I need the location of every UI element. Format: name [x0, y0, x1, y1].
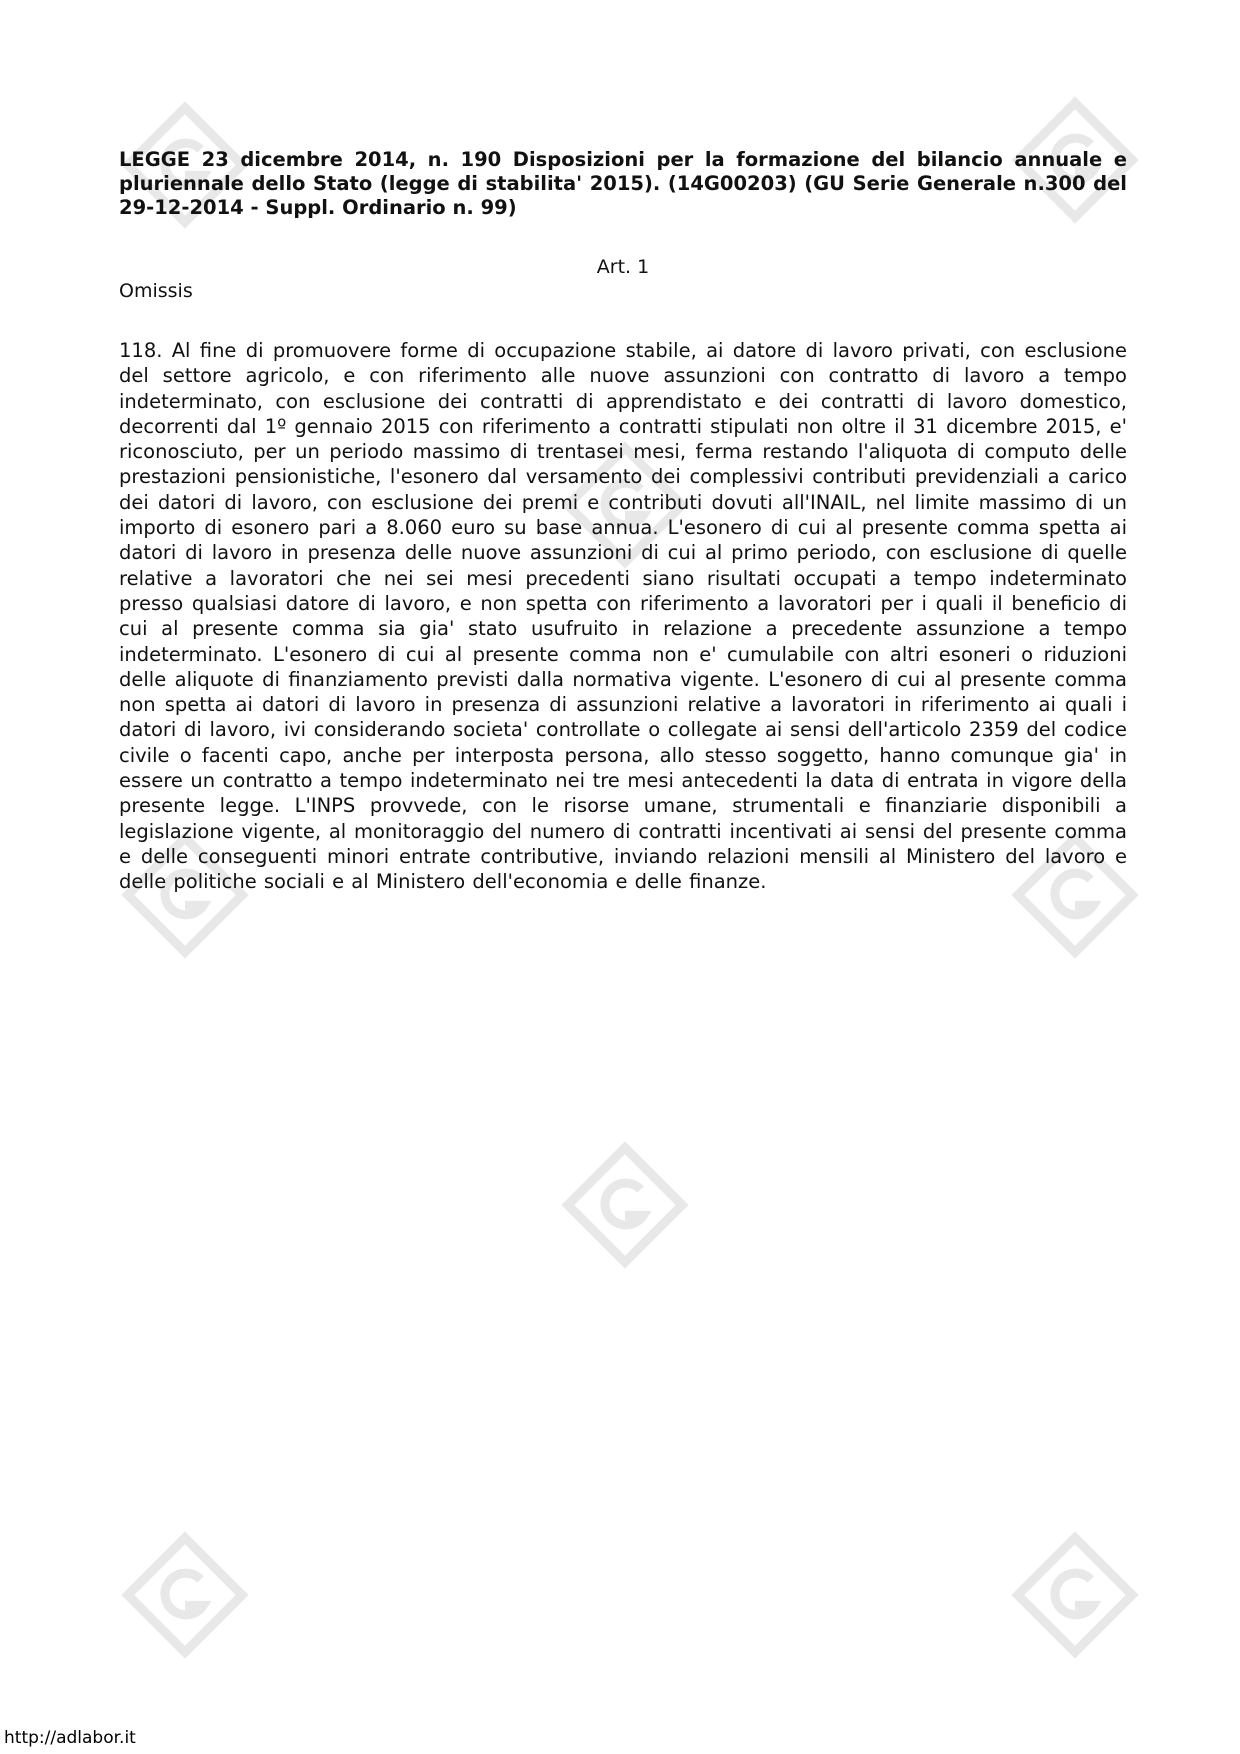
- watermark-logo-icon: [560, 1140, 690, 1270]
- watermark-logo-icon: [1010, 1530, 1140, 1660]
- document-content: [119, 148, 1127, 895]
- footer-url: http://adlabor.it: [4, 1728, 136, 1748]
- watermark-logo-icon: [120, 1530, 250, 1660]
- paragraph-118: 118. Al fine di promuovere forme di occupazione stabile, ai datore di lavoro privati, con esclusione del settore agricolo, e con riferimento alle nuove assunzioni con contratto di lavoro a tempo indeterminato, con esclusione dei contratti di apprendistato e dei contratti di lavoro domestico, decorrenti dal 1º gennaio 2015 con riferimento a contratti stipulati non oltre il 31 dicembre 2015, e' riconosciuto, per un periodo massimo di trentasei mesi, ferma restando l'aliquota di computo delle prestazioni pensionistiche, l'esonero dal versamento dei complessivi contributi previdenziali a carico dei datori di lavoro, con esclusione dei premi e contributi dovuti all'INAIL, nel limite massimo di un importo di esonero pari a 8.060 euro su base annua. L'esonero di cui al presente comma spetta ai datori di lavoro in presenza delle nuove assunzioni di cui al primo periodo, con esclusione di quelle relative a lavoratori che nei sei mesi precedenti siano risultati occupati a tempo indeterminato presso qualsiasi datore di lavoro, e non spetta con riferimento a lavoratori per i quali il beneficio di cui al presente comma sia gia' stato usufruito in relazione a precedente assunzione a tempo indeterminato. L'esonero di cui al presente comma non e' cumulabile con altri esoneri o riduzioni delle aliquote di finanziamento previsti dalla normativa vigente. L'esonero di cui al presente comma non spetta ai datori di lavoro in presenza di assunzioni relative a lavoratori in riferimento ai quali i datori di lavoro, ivi considerando societa' controllate o collegate ai sensi dell'articolo 2359 del codice civile o facenti capo, anche per interposta persona, allo stesso soggetto, hanno comunque gia' in essere un contratto a tempo indeterminato nei tre mesi antecedenti la data di entrata in vigore della presente legge. L'INPS provvede, con le risorse umane, strumentali e finanziarie disponibili a legislazione vigente, al monitoraggio del numero di contratti incentivati ai sensi del presente comma e delle conseguenti minori entrate contributive, inviando relazioni mensili al Ministero del lavoro e delle politiche sociali e al Ministero dell'economia e delle finanze.: [119, 339, 1127, 894]
- article-heading: Art. 1: [596, 256, 650, 278]
- omissis-label: Omissis: [119, 280, 193, 302]
- law-title: LEGGE 23 dicembre 2014, n. 190 Disposizioni per la formazione del bilancio annuale e pluriennale dello Stato (legge di stabilita' 2015). (14G00203) (GU Serie Generale n.300 del 29-12-2014 - Suppl. Ordinario n. 99): [119, 148, 1127, 219]
